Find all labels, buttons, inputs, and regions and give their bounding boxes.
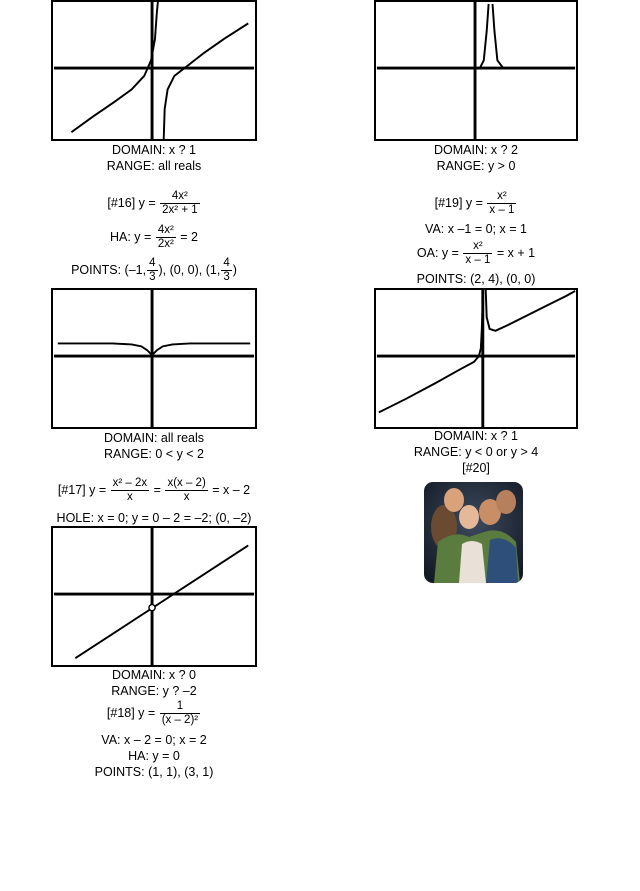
graph-1-plot	[53, 2, 255, 139]
graph-2-caption	[374, 142, 578, 174]
problem-18-points: POINTS: (1, 1), (3, 1)	[94, 765, 214, 779]
graph-3-range: RANGE: 0 < y < 2	[103, 447, 205, 461]
group-photo-icon	[424, 482, 523, 583]
graph-5-range: RANGE: y ? –2	[111, 684, 197, 698]
problem-16-ha: HA: y = $\frac{\text{4x²}}{\text{2x²}}$ = 2	[109, 224, 199, 250]
problem-19-points: POINTS: (2, 4), (0, 0)	[416, 272, 536, 286]
problem-18-equation: [#18] y = $\frac{1}{\text{(x – 2)²}}$	[106, 700, 199, 726]
graph-3	[51, 288, 257, 429]
problem-19-va: VA: x –1 = 0; x = 1	[425, 222, 527, 236]
problem-19-equation: [#19] y = $\frac{\text{x²}}{x - 1}$	[434, 190, 515, 216]
problem-17-equation: [#17] y = $\frac{\text{x² – 2x}}{x}$ = $\frac{x(x - 2)}{x}$ = x – 2	[57, 477, 251, 503]
graph-1-caption	[51, 142, 257, 174]
graph-2-plot	[376, 2, 576, 139]
problem-16-points: POINTS: (–1, $\frac{4}{3}$ ), (0, 0), (1, $\frac{4}{3}$ )	[71, 257, 237, 283]
graph-1-domain: DOMAIN: x ? 1	[111, 143, 197, 157]
graph-4-caption	[374, 428, 578, 476]
graph-3-domain: DOMAIN: all reals	[103, 431, 205, 445]
graph-4-plot	[376, 290, 576, 427]
graph-1	[51, 0, 257, 141]
graph-3-plot	[53, 290, 255, 427]
graph-3-caption	[51, 430, 257, 462]
problem-17-hole: HOLE: x = 0; y = 0 – 2 = –2; (0, –2)	[56, 511, 252, 525]
graph-4-domain: DOMAIN: x ? 1	[433, 429, 519, 443]
problem-18-va: VA: x – 2 = 0; x = 2	[101, 733, 207, 747]
graph-1-range: RANGE: all reals	[106, 159, 202, 173]
p16-fraction: $\frac{\text{4x²}}{\text{2x² + 1}}$	[162, 190, 198, 216]
problem-18-ha: HA: y = 0	[128, 749, 180, 763]
problem-20-label: [#20]	[462, 461, 490, 475]
problem-16-equation: [#16] y = $\frac{\text{4x²}}{\text{2x² + 1}}$	[107, 190, 198, 216]
hole-point	[149, 605, 155, 611]
graph-4	[374, 288, 578, 429]
graph-2-domain: DOMAIN: x ? 2	[433, 143, 519, 157]
graph-5-domain: DOMAIN: x ? 0	[111, 668, 197, 682]
graph-2	[374, 0, 578, 141]
problem-19-oa: OA: y = $\frac{\text{x²}}{x - 1}$ = x + 1	[416, 240, 536, 266]
problem-18-details	[51, 732, 257, 780]
graph-4-range: RANGE: y < 0 or y > 4	[413, 445, 539, 459]
graph-5	[51, 526, 257, 667]
graph-2-range: RANGE: y > 0	[436, 159, 516, 173]
graph-5-plot	[53, 528, 255, 665]
graph-5-caption	[51, 667, 257, 699]
